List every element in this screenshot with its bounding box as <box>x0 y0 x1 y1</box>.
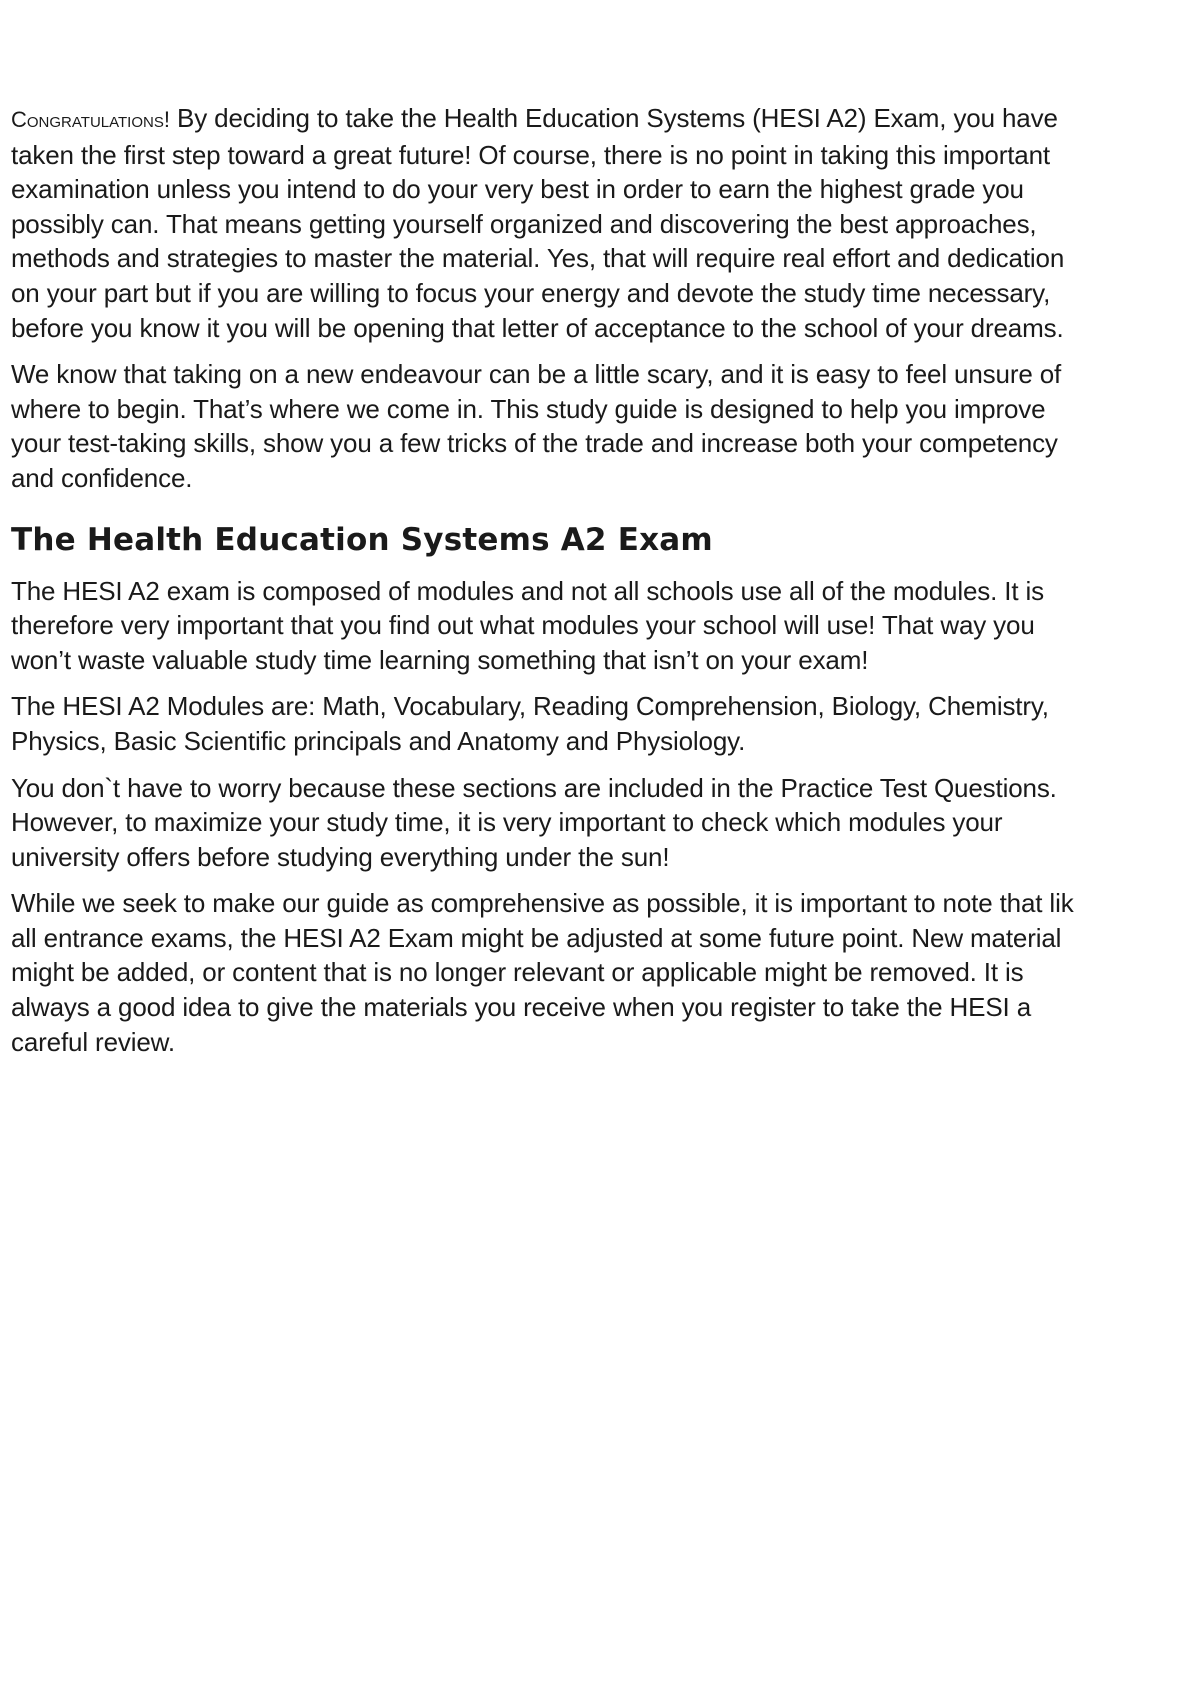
text-line: before you know it you will be opening that letter of acceptance to the school of your dreams. <box>11 312 1064 343</box>
text-line: possibly can. That means getting yourself organized and discovering the best approaches, <box>11 208 1037 239</box>
section-heading: The Health Education Systems A2 Exam <box>11 521 713 558</box>
text-line: might be added, or content that is no longer relevant or applicable might be removed. It is <box>11 957 1024 988</box>
text-line: However, to maximize your study time, it is very important to check which modules your <box>11 807 1003 838</box>
text-line <box>11 101 1186 138</box>
text-line: and confidence. <box>11 462 193 493</box>
text-line: your test-taking skills, show you a few tricks of the trade and increase both your competency <box>11 428 1058 459</box>
welcome-paragraph <box>11 357 1186 495</box>
text-line: university offers before studying everything under the sun! <box>11 841 670 872</box>
text-line: careful review. <box>11 1026 175 1057</box>
text-line: taken the first step toward a great future! Of course, there is no point in taking this important <box>11 139 1050 170</box>
text-line: methods and strategies to master the material. Yes, that will require real effort and dedication <box>11 243 1065 274</box>
text-line: therefore very important that you find out what modules your school will use! That way you <box>11 610 1035 641</box>
text-line: where to begin. That’s where we come in. This study guide is designed to help you improve <box>11 393 1046 424</box>
practice-paragraph <box>11 771 1186 875</box>
text-line: We know that taking on a new endeavour can be a little scary, and it is easy to feel unsure of <box>11 359 1062 390</box>
modules-intro-paragraph <box>11 574 1186 678</box>
text-line: The HESI A2 Modules are: Math, Vocabulary, Reading Comprehension, Biology, Chemistry, <box>11 691 1049 722</box>
text-line: all entrance exams, the HESI A2 Exam might be adjusted at some future point. New material <box>11 922 1062 953</box>
disclaimer-paragraph <box>11 886 1186 1059</box>
lead-word: Congratulations! <box>11 107 170 132</box>
text-line: on your part but if you are willing to focus your energy and devote the study time necessary, <box>11 277 1051 308</box>
text-line: The HESI A2 exam is composed of modules and not all schools use all of the modules. It is <box>11 575 1044 606</box>
modules-list-paragraph <box>11 689 1186 758</box>
text-line: won’t waste valuable study time learning something that isn’t on your exam! <box>11 644 869 675</box>
text-line: examination unless you intend to do your very best in order to earn the highest grade you <box>11 174 1024 205</box>
text-line: While we seek to make our guide as comprehensive as possible, it is important to note that lik <box>11 888 1074 919</box>
text-line: You don`t have to worry because these sections are included in the Practice Test Questions. <box>11 772 1057 803</box>
text-fragment: By deciding to take the Health Education Systems (HESI A2) Exam, you have <box>177 103 1058 133</box>
document-body <box>11 101 1186 1071</box>
text-line: always a good idea to give the materials you receive when you register to take the HESI a <box>11 992 1031 1023</box>
intro-paragraph <box>11 101 1186 345</box>
text-line: Physics, Basic Scientific principals and Anatomy and Physiology. <box>11 725 746 756</box>
